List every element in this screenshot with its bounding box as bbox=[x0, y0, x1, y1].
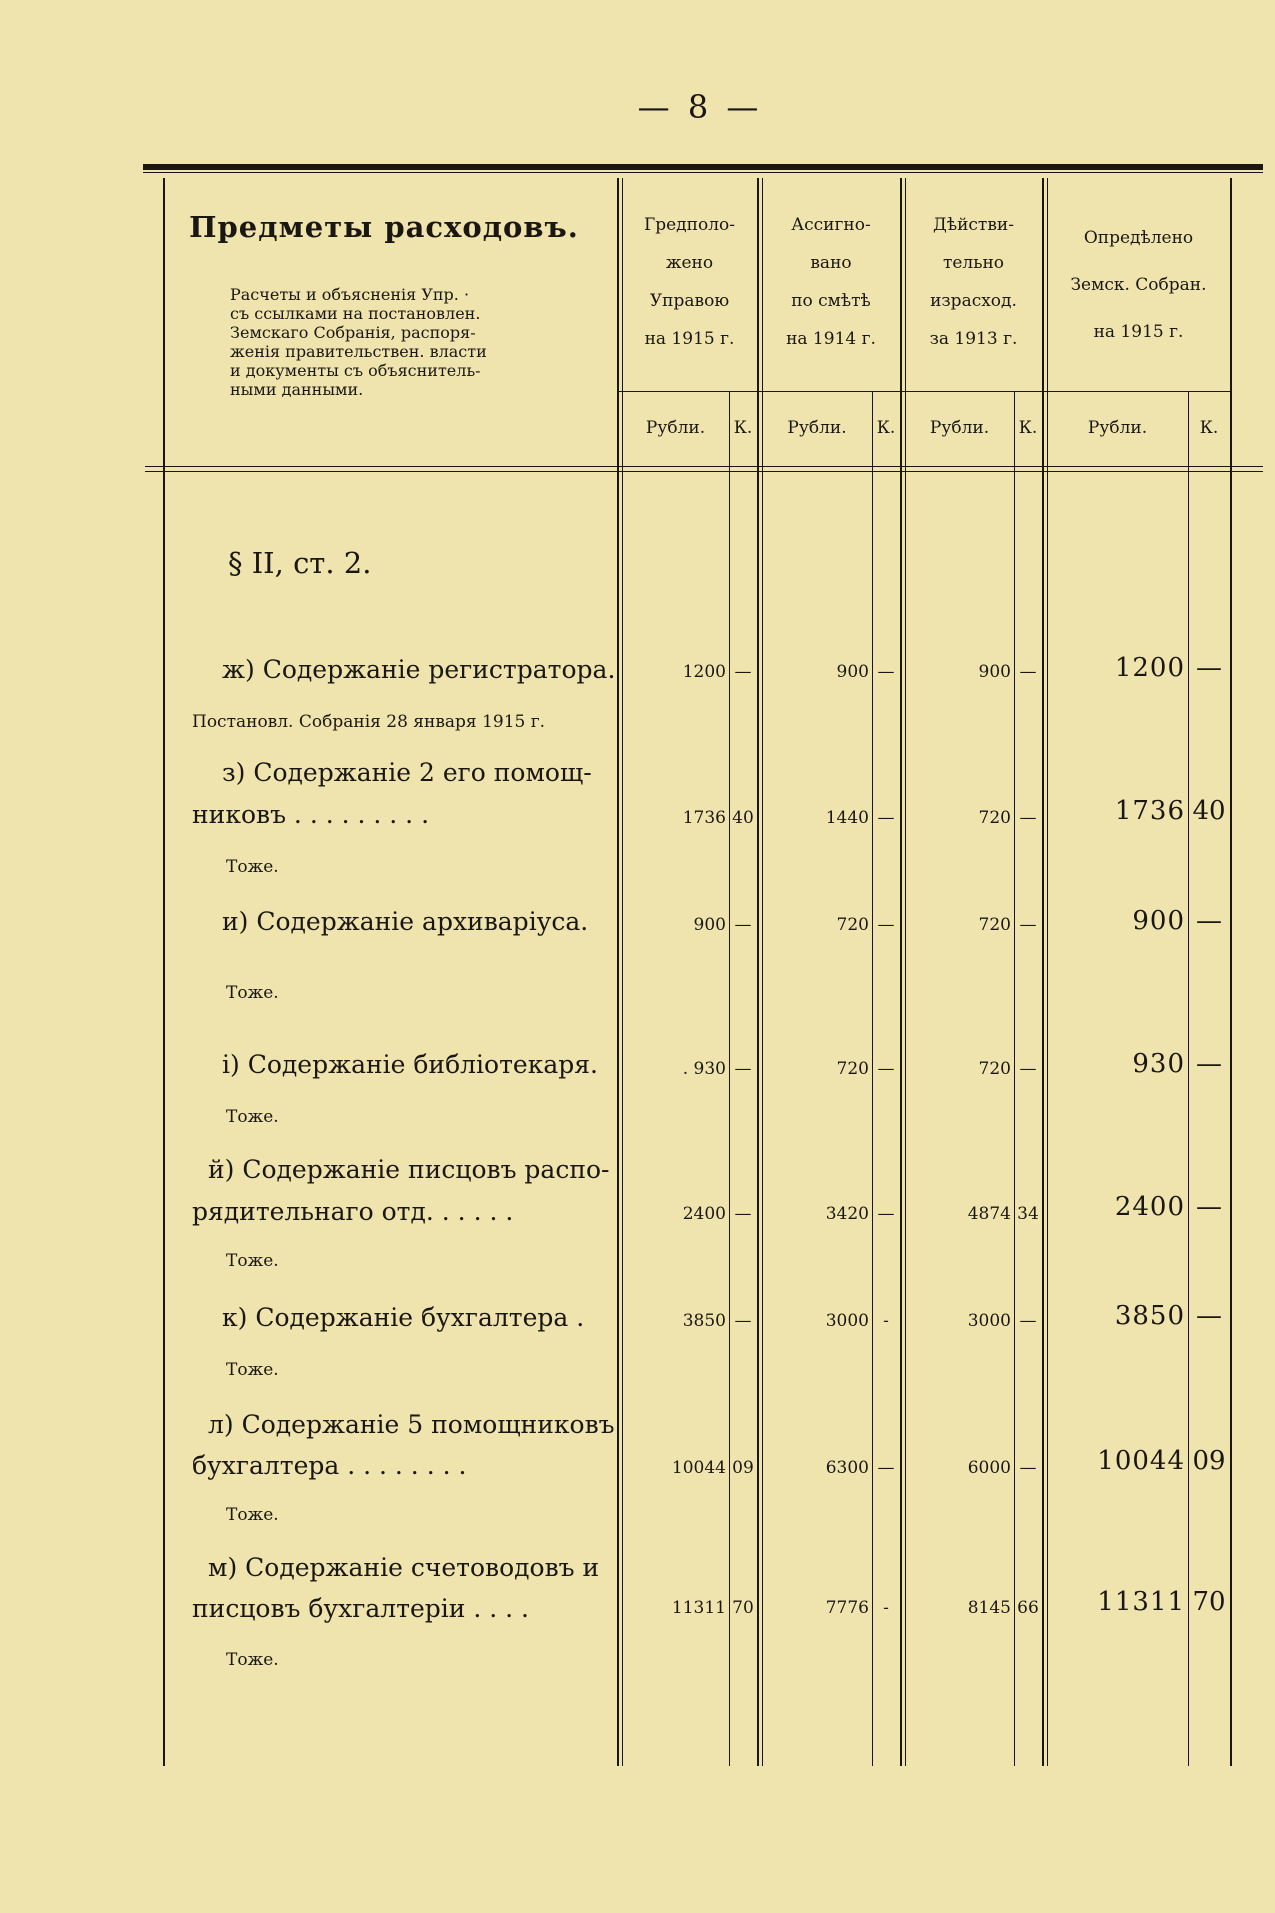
row-label: й) Содержаніе писцовъ распо- bbox=[208, 1155, 610, 1184]
value-determined-kop: — bbox=[1196, 1301, 1222, 1331]
column-header-line: тельно bbox=[942, 253, 1005, 273]
value-proposed-kop: — bbox=[734, 915, 752, 935]
value-proposed-rub: 3850 bbox=[682, 1311, 726, 1331]
row-label: бухгалтера . . . . . . . . bbox=[192, 1451, 467, 1480]
col-divider bbox=[617, 178, 619, 1766]
value-actual-kop: 66 bbox=[1017, 1598, 1039, 1618]
value-assigned-rub: 720 bbox=[836, 915, 869, 935]
value-actual-kop: — bbox=[1019, 808, 1037, 828]
column-header-line: на 1915 г. bbox=[1093, 322, 1184, 342]
unit-rub: Рубли. bbox=[645, 418, 706, 438]
column-header-line: Земск. Собран. bbox=[1070, 275, 1207, 295]
value-assigned-rub: 900 bbox=[836, 662, 869, 682]
subtitle-line: Земскаго Собранія, распоря- bbox=[230, 323, 476, 342]
value-determined-rub: 900 bbox=[1132, 906, 1185, 936]
col-divider bbox=[1047, 178, 1048, 1766]
row-label: никовъ . . . . . . . . . bbox=[192, 800, 430, 829]
value-actual-rub: 720 bbox=[978, 808, 1011, 828]
row-label: з) Содержаніе 2 его помощ- bbox=[222, 758, 592, 787]
value-determined-kop: 09 bbox=[1192, 1446, 1226, 1476]
value-actual-rub: 6000 bbox=[967, 1458, 1011, 1478]
value-determined-kop: — bbox=[1196, 906, 1222, 936]
value-assigned-kop: — bbox=[877, 915, 895, 935]
column-header-line: по смѣтѣ bbox=[791, 291, 871, 311]
row-label: ж) Содержаніе регистратора. bbox=[222, 655, 616, 684]
kop-divider bbox=[872, 392, 873, 1766]
header-bottom-rule bbox=[145, 466, 1263, 467]
row-reference: Постановл. Собранія 28 января 1915 г. bbox=[192, 712, 546, 732]
value-actual-rub: 720 bbox=[978, 915, 1011, 935]
column-header-line: за 1913 г. bbox=[929, 329, 1018, 349]
value-determined-rub: 11311 bbox=[1097, 1587, 1185, 1617]
value-assigned-kop: — bbox=[877, 808, 895, 828]
header-bottom-rule-2 bbox=[145, 471, 1263, 472]
unit-row-top bbox=[619, 391, 1230, 392]
value-actual-kop: 34 bbox=[1017, 1204, 1039, 1224]
column-header-assigned bbox=[762, 206, 900, 358]
value-determined-rub: 10044 bbox=[1097, 1446, 1185, 1476]
col-divider bbox=[757, 178, 759, 1766]
value-actual-kop: — bbox=[1019, 1458, 1037, 1478]
column-header-line: израсход. bbox=[930, 291, 1017, 311]
col-divider bbox=[905, 178, 906, 1766]
value-proposed-kop: — bbox=[734, 1204, 752, 1224]
value-assigned-rub: 3000 bbox=[825, 1311, 869, 1331]
value-proposed-rub: . 930 bbox=[682, 1059, 726, 1079]
value-assigned-rub: 720 bbox=[836, 1059, 869, 1079]
subtitle-line: ными данными. bbox=[230, 380, 364, 399]
row-reference: Тоже. bbox=[226, 857, 279, 877]
column-header-line: Управою bbox=[649, 291, 730, 311]
row-reference: Тоже. bbox=[226, 1251, 279, 1271]
column-header-determined bbox=[1047, 215, 1230, 356]
value-determined-kop: — bbox=[1196, 1049, 1222, 1079]
value-determined-rub: 1200 bbox=[1114, 653, 1185, 683]
value-assigned-rub: 1440 bbox=[825, 808, 869, 828]
column-header-line: жено bbox=[665, 253, 714, 273]
header-title: Предметы расходовъ. bbox=[189, 210, 579, 244]
unit-kop: К. bbox=[1199, 418, 1219, 438]
column-header-line: на 1915 г. bbox=[644, 329, 735, 349]
unit-kop: К. bbox=[876, 418, 896, 438]
col-divider bbox=[762, 178, 763, 1766]
value-actual-rub: 4874 bbox=[967, 1204, 1011, 1224]
value-determined-rub: 1736 bbox=[1114, 796, 1185, 826]
col-divider bbox=[1042, 178, 1044, 1766]
unit-kop: К. bbox=[733, 418, 753, 438]
value-assigned-kop: — bbox=[877, 1204, 895, 1224]
kop-divider bbox=[729, 392, 730, 1766]
row-label: к) Содержаніе бухгалтера . bbox=[222, 1303, 585, 1332]
column-header-line: Ассигно- bbox=[791, 215, 871, 235]
column-header-actual bbox=[905, 206, 1042, 358]
header-subtitle bbox=[230, 285, 560, 399]
subtitle-line: и документы съ объяснитель- bbox=[230, 361, 481, 380]
kop-divider bbox=[1188, 392, 1189, 1766]
value-actual-rub: 3000 bbox=[967, 1311, 1011, 1331]
value-determined-kop: 70 bbox=[1192, 1587, 1226, 1617]
value-actual-kop: — bbox=[1019, 1059, 1037, 1079]
value-assigned-kop: — bbox=[877, 1059, 895, 1079]
value-proposed-rub: 1736 bbox=[682, 808, 726, 828]
section-heading: § II, ст. 2. bbox=[228, 546, 372, 580]
value-determined-kop: — bbox=[1196, 1192, 1222, 1222]
value-actual-rub: 720 bbox=[978, 1059, 1011, 1079]
value-proposed-kop: 09 bbox=[732, 1458, 754, 1478]
value-proposed-kop: 70 bbox=[732, 1598, 754, 1618]
row-reference: Тоже. bbox=[226, 1505, 279, 1525]
table-right-border bbox=[1230, 178, 1232, 1766]
page-number: — 8 — bbox=[637, 88, 763, 126]
row-reference: Тоже. bbox=[226, 983, 279, 1003]
row-label: і) Содержаніе библіотекаря. bbox=[222, 1050, 598, 1079]
col-divider bbox=[622, 178, 623, 1766]
value-actual-rub: 900 bbox=[978, 662, 1011, 682]
top-rule bbox=[143, 164, 1263, 170]
value-determined-kop: — bbox=[1196, 653, 1222, 683]
value-proposed-rub: 900 bbox=[693, 915, 726, 935]
unit-rub: Рубли. bbox=[787, 418, 847, 438]
value-actual-kop: — bbox=[1019, 662, 1037, 682]
column-header-proposed bbox=[622, 206, 757, 358]
column-header-line: вано bbox=[810, 253, 852, 273]
subtitle-line: Расчеты и объясненія Упр. · bbox=[230, 285, 470, 304]
value-proposed-rub: 2400 bbox=[682, 1204, 726, 1224]
row-label: и) Содержаніе архиваріуса. bbox=[222, 907, 589, 936]
value-proposed-rub: 10044 bbox=[671, 1458, 726, 1478]
col-divider bbox=[900, 178, 902, 1766]
column-header-line: Опредѣлено bbox=[1083, 228, 1194, 248]
value-assigned-kop: - bbox=[883, 1311, 889, 1331]
value-proposed-kop: — bbox=[734, 1311, 752, 1331]
value-actual-rub: 8145 bbox=[967, 1598, 1011, 1618]
kop-divider bbox=[1014, 392, 1015, 1766]
unit-rub: Рубли. bbox=[929, 418, 990, 438]
row-label: м) Содержаніе счетоводовъ и bbox=[208, 1553, 600, 1582]
value-determined-rub: 2400 bbox=[1114, 1192, 1185, 1222]
row-label: писцовъ бухгалтеріи . . . . bbox=[192, 1594, 529, 1623]
column-header-line: на 1914 г. bbox=[786, 329, 876, 349]
column-header-line: Гредполо- bbox=[643, 215, 735, 235]
unit-rub: Рубли. bbox=[1087, 418, 1148, 438]
value-assigned-rub: 3420 bbox=[825, 1204, 869, 1224]
table-left-border bbox=[163, 178, 165, 1766]
top-rule-thin bbox=[143, 172, 1263, 173]
row-reference: Тоже. bbox=[226, 1107, 279, 1127]
value-assigned-kop: — bbox=[877, 1458, 895, 1478]
value-proposed-kop: 40 bbox=[732, 808, 754, 828]
value-assigned-rub: 7776 bbox=[825, 1598, 869, 1618]
value-assigned-kop: - bbox=[883, 1598, 889, 1618]
value-assigned-kop: — bbox=[877, 662, 895, 682]
value-determined-rub: 3850 bbox=[1114, 1301, 1185, 1331]
subtitle-line: съ ссылками на постановлен. bbox=[230, 304, 481, 323]
column-header-line: Дѣйстви- bbox=[933, 215, 1014, 235]
value-actual-kop: — bbox=[1019, 915, 1037, 935]
value-determined-kop: 40 bbox=[1192, 796, 1226, 826]
value-actual-kop: — bbox=[1019, 1311, 1037, 1331]
row-reference: Тоже. bbox=[226, 1650, 279, 1670]
value-proposed-rub: 11311 bbox=[671, 1598, 726, 1618]
row-label: рядительнаго отд. . . . . . bbox=[192, 1197, 514, 1226]
value-proposed-kop: — bbox=[734, 662, 752, 682]
row-label: л) Содержаніе 5 помощниковъ bbox=[208, 1410, 615, 1439]
row-reference: Тоже. bbox=[226, 1360, 279, 1380]
unit-kop: К. bbox=[1018, 418, 1038, 438]
value-proposed-kop: — bbox=[734, 1059, 752, 1079]
value-determined-rub: 930 bbox=[1132, 1049, 1185, 1079]
value-assigned-rub: 6300 bbox=[825, 1458, 869, 1478]
subtitle-line: женія правительствен. власти bbox=[230, 342, 487, 361]
value-proposed-rub: 1200 bbox=[682, 662, 726, 682]
